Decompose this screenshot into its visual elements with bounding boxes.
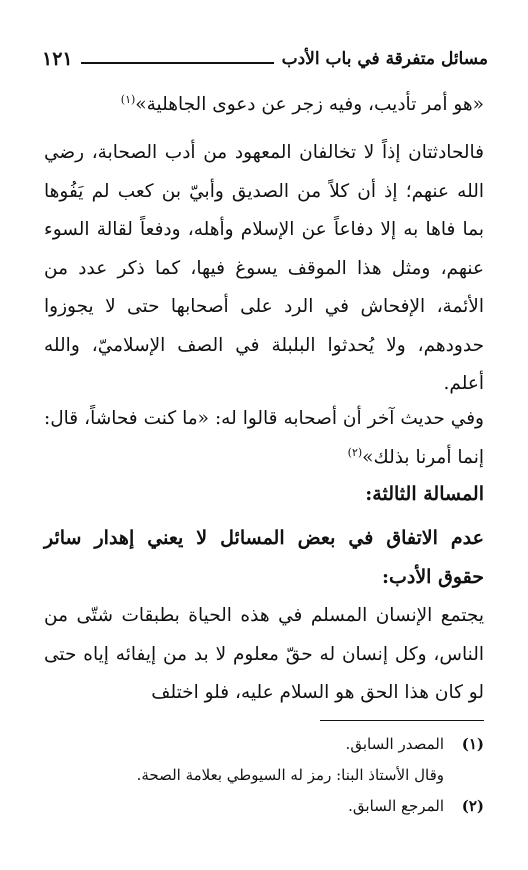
- running-header: [42, 44, 488, 74]
- footnote-ref-1: (١): [120, 92, 136, 106]
- footnote-1b-text: وقال الأستاذ البنا: رمز له السيوطي بعلامة الصحة.: [136, 766, 444, 784]
- paragraph-2-text: وفي حديث آخر أن أصحابه قالوا له: «ما كنت فحاشاً، قال: إنما أمرنا بذلك»: [44, 408, 484, 468]
- header-title: مسائل متفرقة في باب الأدب: [281, 49, 488, 69]
- footnote-separator: [320, 720, 484, 721]
- footnote-2-text: المرجع السابق.: [348, 797, 444, 815]
- header-rule: [81, 62, 274, 64]
- quote-text: «هو أمر تأديب، وفيه زجر عن دعوى الجاهلية»: [135, 94, 484, 115]
- quote-line: [44, 86, 484, 125]
- footnote-2-number: (٢): [461, 797, 484, 815]
- page-number: ١٢١: [42, 48, 73, 70]
- footnote-1-continuation: [44, 763, 484, 787]
- footnote-1-number: (١): [461, 735, 484, 753]
- paragraph-1: فالحادثتان إذاً لا تخالفان المعهود من أدب الصحابة، رضي الله عنهم؛ إذ أن كلاً من الصديق وأبيّ بن كعب لم يَفُوها بما فاها به إلا دفاعاً عن الإسلام وأهله، ودفعاً لقالة السوء عنهم، ومثل هذا الموقف يسوغ فيها، كما ذكر عدد من الأئمة، الإفحاش في الرد على أصحابها حتى لا يجوزوا حدودهم، ولا يُحدثوا البلبلة في الصف الإسلاميّ، والله أعلم.: [44, 142, 484, 394]
- section-title: المسالة الثالثة:: [365, 483, 484, 505]
- footnote-ref-2: (٢): [347, 445, 363, 459]
- paragraph-3: يجتمع الإنسان المسلم في هذه الحياة بطبقات شتّى من الناس، وكل إنسان له حقّ معلوم لا بد من إيفائه إياه حتى لو كان هذا الحق هو السلام عليه، فلو اختلف: [44, 605, 484, 703]
- footnote-1: [44, 732, 484, 756]
- footnote-2: [44, 794, 484, 818]
- section-subtitle: عدم الاتفاق في بعض المسائل لا يعني إهدار سائر حقوق الأدب:: [44, 527, 484, 588]
- paragraph-2: [44, 400, 484, 477]
- footnote-1-text: المصدر السابق.: [345, 735, 444, 753]
